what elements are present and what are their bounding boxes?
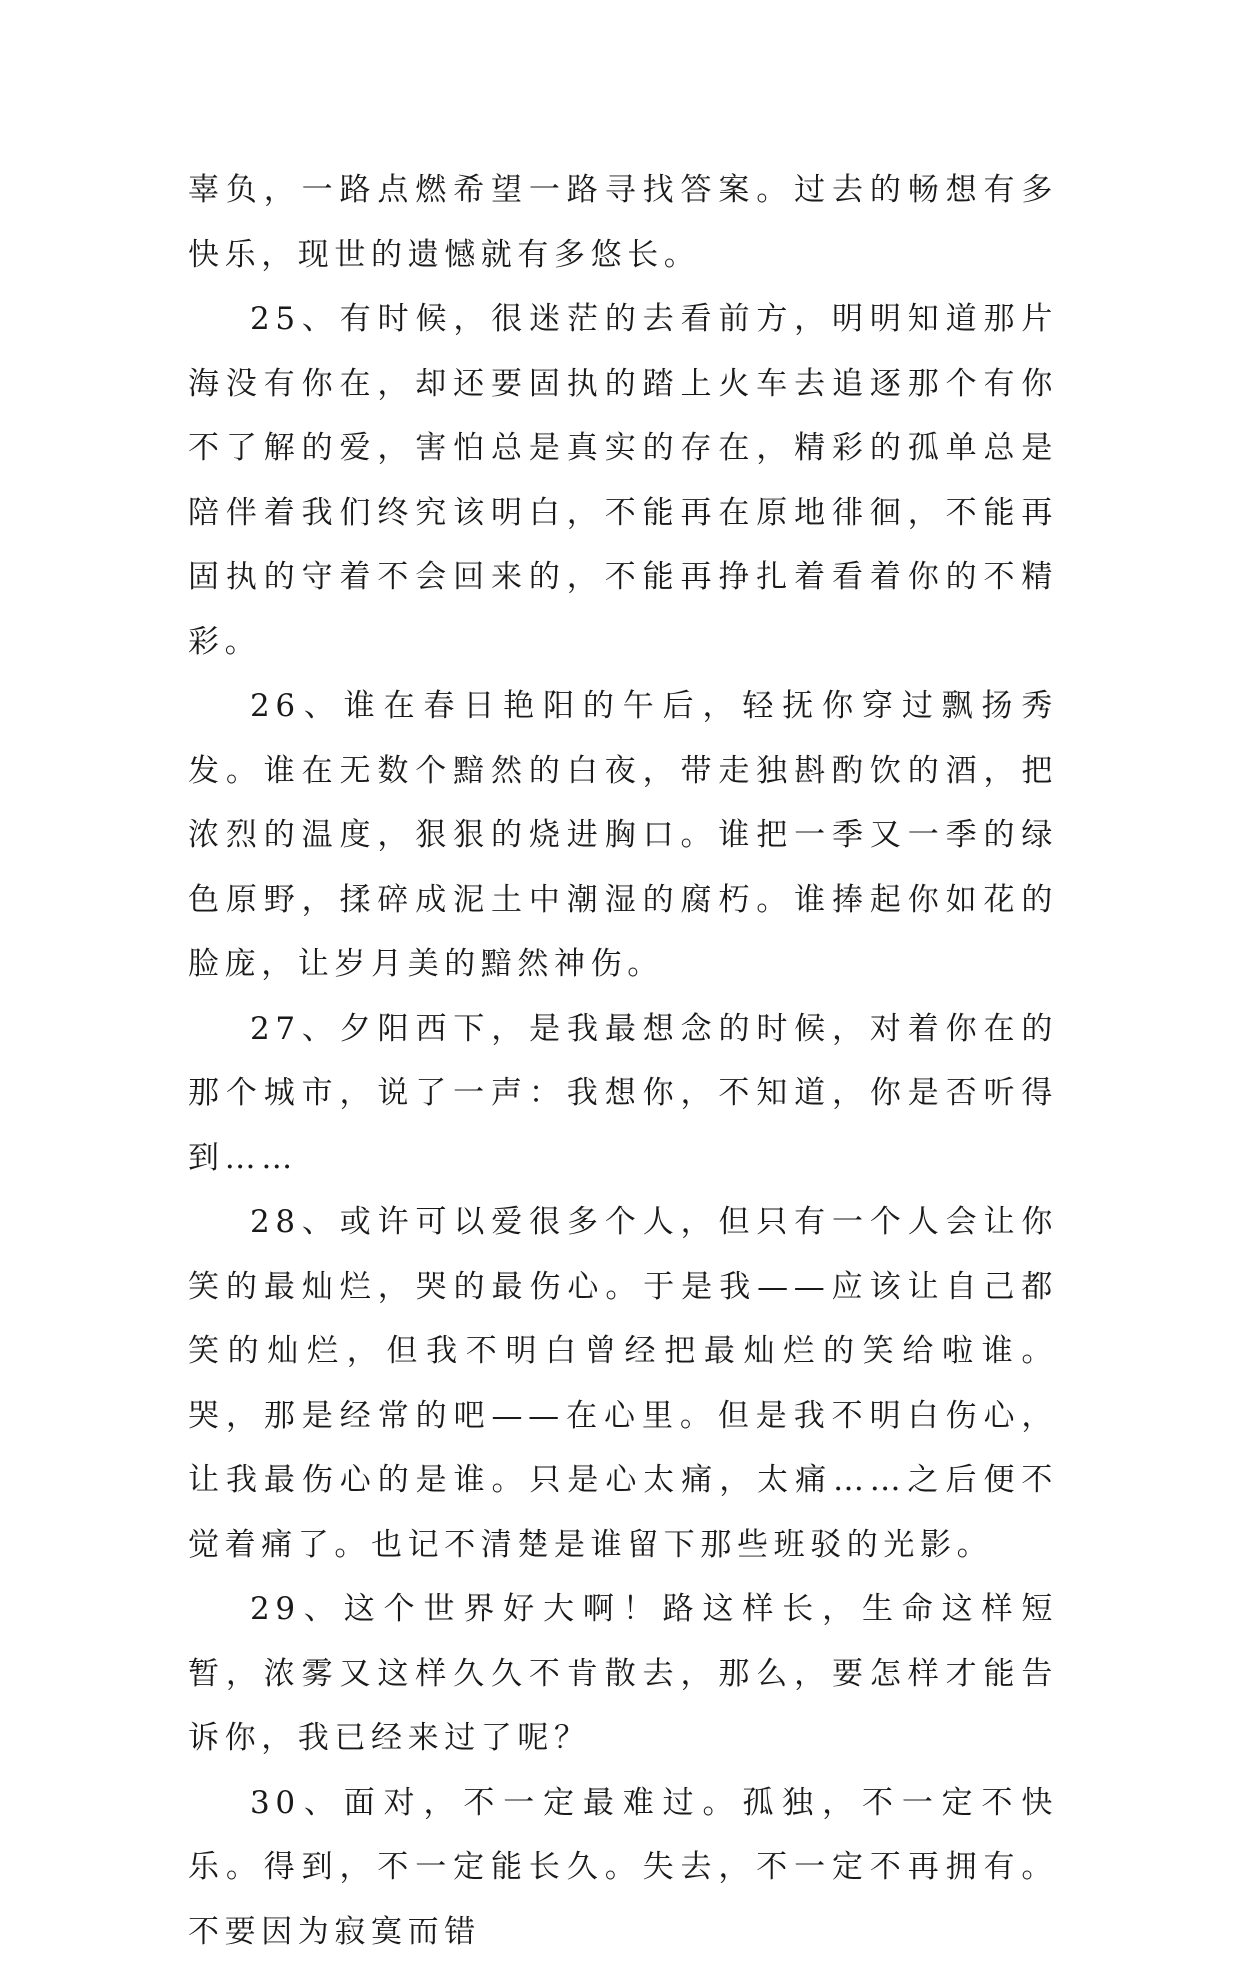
paragraph-item-29: 29、这个世界好大啊！路这样长，生命这样短暂，浓雾又这样久久不肯散去，那么，要怎样才能告诉你，我已经来过了呢？ — [188, 1577, 1058, 1771]
paragraph-item-26: 26、谁在春日艳阳的午后，轻抚你穿过飘扬秀发。谁在无数个黯然的白夜，带走独斟酌饮的酒，把浓烈的温度，狠狠的烧进胸口。谁把一季又一季的绿色原野，揉碎成泥土中潮湿的腐朽。谁捧起你如花的脸庞，让岁月美的黯然神伤。 — [188, 674, 1058, 997]
paragraph-item-25: 25、有时候，很迷茫的去看前方，明明知道那片海没有你在，却还要固执的踏上火车去追逐那个有你不了解的爱，害怕总是真实的存在，精彩的孤单总是陪伴着我们终究该明白，不能再在原地徘徊，不能再固执的守着不会回来的，不能再挣扎着看着你的不精彩。 — [188, 287, 1058, 674]
paragraph-item-28: 28、或许可以爱很多个人，但只有一个人会让你笑的最灿烂，哭的最伤心。于是我——应该让自己都笑的灿烂，但我不明白曾经把最灿烂的笑给啦谁。哭，那是经常的吧——在心里。但是我不明白伤心，让我最伤心的是谁。只是心太痛，太痛……之后便不觉着痛了。也记不清楚是谁留下那些班驳的光影。 — [188, 1190, 1058, 1577]
paragraph-item-27: 27、夕阳西下，是我最想念的时候，对着你在的那个城市，说了一声：我想你，不知道，你是否听得到…… — [188, 997, 1058, 1191]
paragraph-continuation: 辜负，一路点燃希望一路寻找答案。过去的畅想有多快乐，现世的遗憾就有多悠长。 — [188, 158, 1058, 287]
document-body — [188, 158, 1058, 1964]
paragraph-item-30: 30、面对，不一定最难过。孤独，不一定不快乐。得到，不一定能长久。失去，不一定不再拥有。不要因为寂寞而错 — [188, 1771, 1058, 1964]
